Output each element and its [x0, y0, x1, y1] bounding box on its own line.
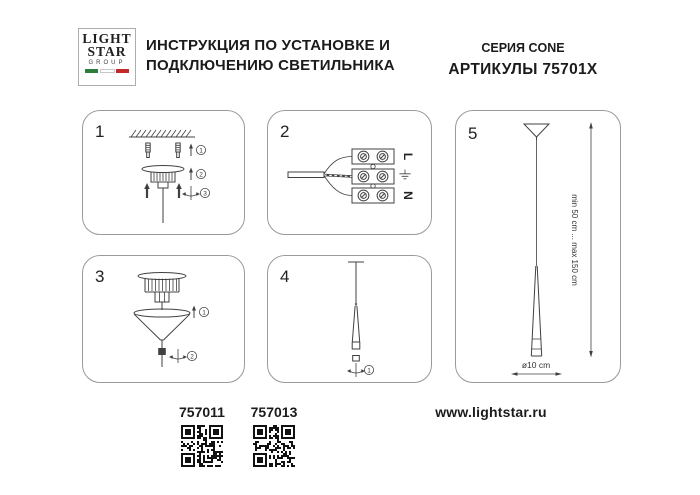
height-range-label: min 50 cm ... max 150 cm — [570, 194, 579, 286]
diameter-label: ø10 cm — [521, 360, 551, 370]
terminal-screw-icon — [377, 171, 388, 182]
article-code-right: 757013 — [250, 404, 298, 420]
up-arrow-icon — [189, 144, 193, 157]
panel-number: 4 — [280, 267, 290, 286]
step-marker-2 — [169, 349, 197, 363]
suspension-cable — [355, 262, 357, 306]
rotate-icon — [347, 363, 365, 377]
terminal-screw-icon — [358, 190, 369, 201]
terminal-row-earth — [352, 169, 394, 184]
earth-symbol-icon — [399, 170, 410, 179]
qr-code-left — [181, 425, 223, 467]
page-title — [146, 36, 426, 75]
step-number: 1 — [199, 147, 203, 155]
flag-green-segment — [85, 69, 98, 73]
terminal-screw-icon — [358, 151, 369, 162]
wire-live — [324, 157, 352, 175]
panel-step-4 — [267, 255, 432, 383]
step-number: 2 — [190, 353, 194, 361]
lightstar-logo — [78, 28, 136, 86]
step-number: 3 — [203, 190, 207, 198]
cable-grip — [158, 348, 166, 355]
canopy-plate — [138, 273, 186, 303]
cord-stop — [353, 356, 360, 362]
up-arrow-icon — [189, 168, 193, 181]
panel-overview — [455, 110, 621, 383]
wall-anchor-left-icon — [146, 143, 150, 158]
italian-flag-icon — [85, 69, 129, 73]
panel-step-3 — [82, 255, 245, 383]
ceiling-hatch — [129, 130, 195, 137]
panel-step-2 — [267, 110, 432, 235]
panel-number: 1 — [95, 122, 105, 141]
wire-neutral — [324, 176, 352, 196]
mounting-screw-arrow-right — [176, 183, 182, 198]
page-title-line2: ПОДКЛЮЧЕНИЮ СВЕТИЛЬНИКА — [146, 56, 395, 74]
step-number: 1 — [367, 367, 371, 375]
flag-red-segment — [116, 69, 129, 73]
lamp-cone — [531, 266, 541, 356]
step-marker-1 — [347, 363, 374, 377]
terminal-screw-icon — [377, 151, 388, 162]
terminal-label-live: L — [401, 152, 415, 161]
logo-word-star: STAR — [87, 43, 127, 59]
step-number: 2 — [199, 171, 203, 179]
diameter-dimension-arrow — [511, 372, 562, 375]
article-code-left: 757011 — [179, 404, 225, 420]
step-number: 1 — [202, 309, 206, 317]
terminal-row-live — [352, 149, 394, 164]
series-block — [433, 41, 613, 79]
panel-step-1 — [82, 110, 245, 235]
logo-word-group: GROUP — [88, 60, 126, 66]
power-cable — [288, 172, 324, 178]
wire-earth — [324, 175, 352, 177]
flag-white-segment — [100, 69, 115, 73]
panel-number: 2 — [280, 122, 290, 141]
page-title-line1: ИНСТРУКЦИЯ ПО УСТАНОВКЕ И — [146, 37, 391, 54]
canopy-plate — [142, 166, 184, 189]
panel-number: 3 — [95, 267, 105, 286]
step-marker-2 — [189, 168, 206, 181]
rotate-icon — [182, 186, 200, 200]
step-marker-1 — [189, 144, 206, 157]
height-dimension-arrow — [589, 122, 593, 358]
up-arrow-icon — [192, 306, 196, 319]
step-marker-1 — [192, 306, 209, 319]
lamp-cone — [352, 306, 360, 349]
step-marker-3 — [182, 186, 210, 200]
terminal-screw-icon — [377, 190, 388, 201]
articles-label: АРТИКУЛЫ 75701X — [448, 61, 598, 78]
rotate-icon — [169, 349, 187, 363]
terminal-row-neutral — [352, 188, 394, 203]
terminal-label-neutral: N — [401, 191, 415, 200]
wall-anchor-right-icon — [176, 143, 180, 158]
ceiling-cup-cone — [134, 309, 190, 340]
qr-code-right — [253, 425, 295, 467]
terminal-joiner — [371, 164, 375, 168]
website-link: www.lightstar.ru — [435, 404, 547, 420]
canopy-cone — [524, 124, 549, 140]
series-label: СЕРИЯ CONE — [481, 41, 565, 55]
panel-number: 5 — [468, 124, 478, 143]
logo-word-light: LIGHT — [82, 31, 132, 46]
terminal-screw-icon — [358, 171, 369, 182]
mounting-screw-arrow-left — [144, 183, 150, 198]
